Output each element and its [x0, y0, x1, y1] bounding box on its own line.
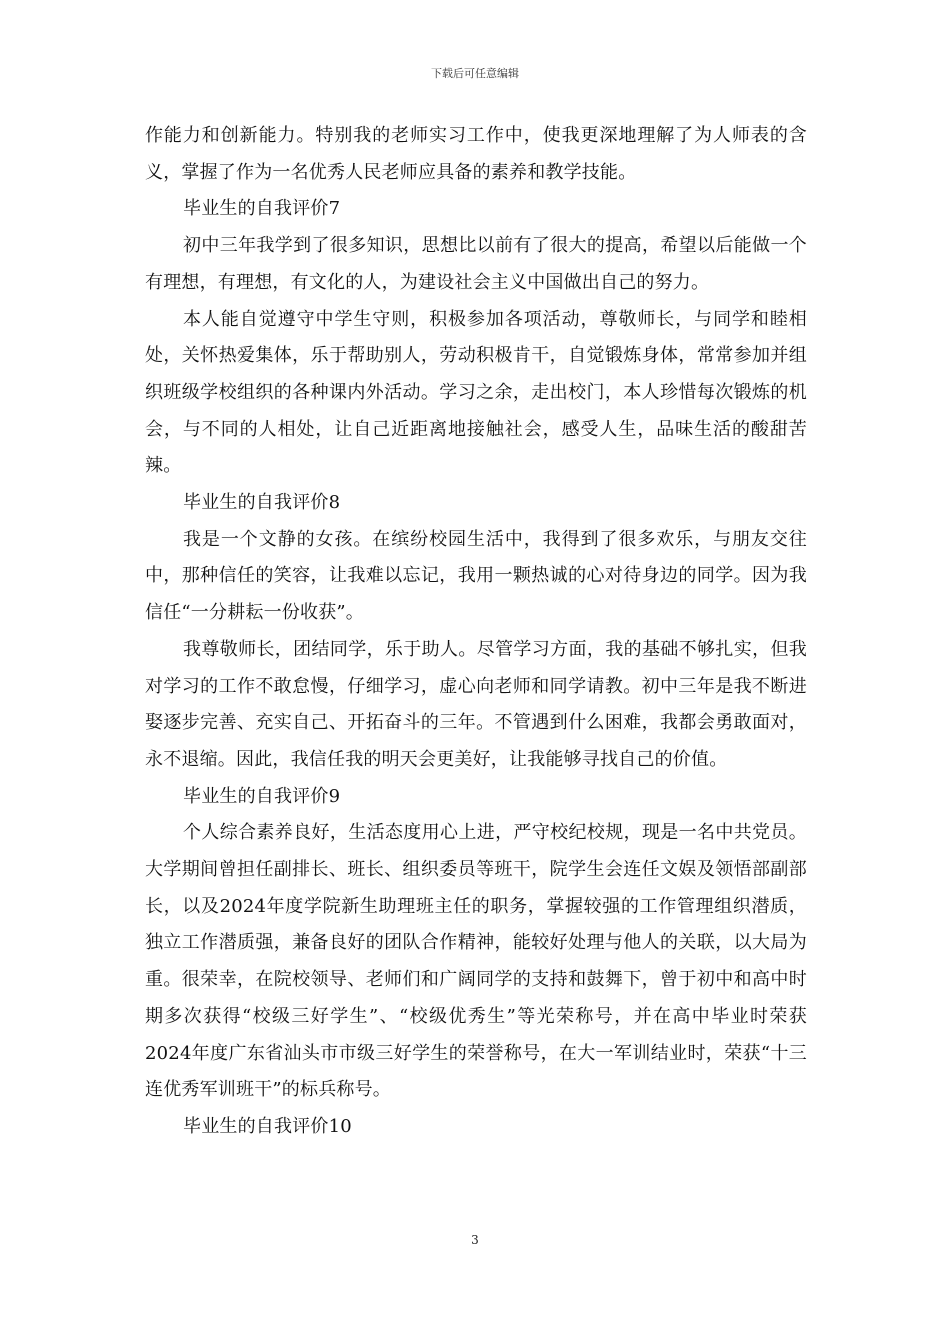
body-paragraph: 本人能自觉遵守中学生守则，积极参加各项活动，尊敬师长，与同学和睦相处，关怀热爱集体，乐于帮助别人，劳动积极肯干，自觉锻炼身体，常常参加并组织班级学校组织的各种课内外活动。学习之余，走出校门，本人珍惜每次锻炼的机会，与不同的人相处，让自己近距离地接触社会，感受人生，品味生活的酸甜苦辣。: [145, 308, 807, 477]
document-body: [145, 118, 807, 1146]
body-paragraph: 初中三年我学到了很多知识，思想比以前有了很大的提高，希望以后能做一个有理想，有理想，有文化的人，为建设社会主义中国做出自己的努力。: [145, 235, 807, 293]
body-paragraph: 我尊敬师长，团结同学，乐于助人。尽管学习方面，我的基础不够扎实，但我对学习的工作不敢怠慢，仔细学习，虚心向老师和同学请教。初中三年是我不断进娶逐步完善、充实自己、开拓奋斗的三年。不管遇到什么困难，我都会勇敢面对，永不退缩。因此，我信任我的明天会更美好，让我能够寻找自己的价值。: [145, 638, 807, 770]
section-heading: 毕业生的自我评价8: [183, 492, 341, 514]
page-header: 下载后可任意编辑: [431, 67, 519, 80]
section-heading: 毕业生的自我评价10: [183, 1115, 352, 1137]
body-paragraph: 作能力和创新能力。特别我的老师实习工作中，使我更深地理解了为人师表的含义，掌握了作为一名优秀人民老师应具备的素养和教学技能。: [145, 125, 807, 183]
body-paragraph: 个人综合素养良好，生活态度用心上进，严守校纪校规，现是一名中共党员。大学期间曾担任副排长、班长、组织委员等班干，院学生会连任文娱及领悟部副部长，以及2024年度学院新生助理班主任的职务，掌握较强的工作管理组织潜质，独立工作潜质强，兼备良好的团队合作精神，能较好处理与他人的关联，以大局为重。很荣幸，在院校领导、老师们和广阔同学的支持和鼓舞下，曾于初中和高中时期多次获得“校级三好学生”、“校级优秀生”等光荣称号，并在高中毕业时荣获2024年度广东省汕头市市级三好学生的荣誉称号，在大一军训结业时，荣获“十三连优秀军训班干”的标兵称号。: [145, 822, 807, 1101]
body-paragraph: 我是一个文静的女孩。在缤纷校园生活中，我得到了很多欢乐，与朋友交往中，那种信任的笑容，让我难以忘记，我用一颗热诚的心对待身边的同学。因为我信任“一分耕耘一份收获”。: [145, 528, 807, 624]
section-heading: 毕业生的自我评价9: [183, 785, 341, 807]
section-heading: 毕业生的自我评价7: [183, 198, 341, 220]
page-number: 3: [471, 1233, 479, 1247]
